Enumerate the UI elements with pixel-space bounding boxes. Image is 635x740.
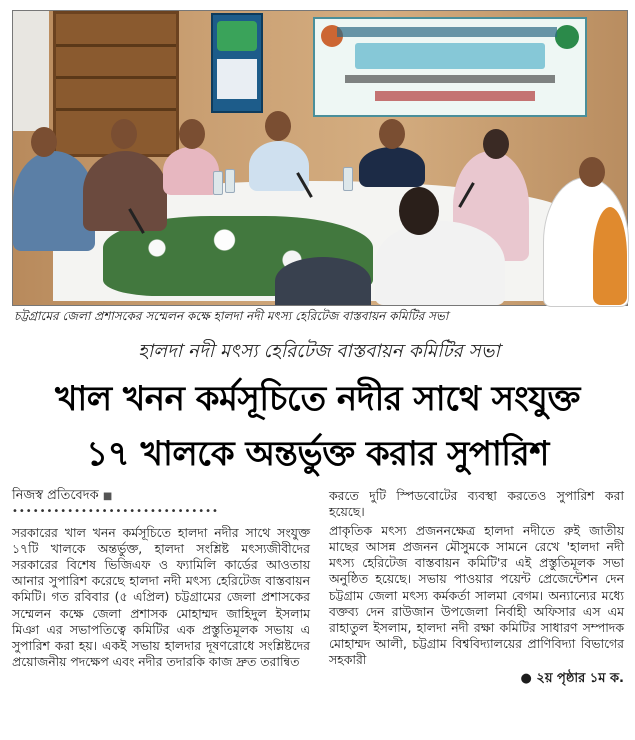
- photo-caption: চট্টগ্রামের জেলা প্রশাসকের সম্মেলন কক্ষে হালদা নদী মৎস্য হেরিটেজ বাস্তবায়ন কমিটির সভা: [14, 309, 449, 323]
- person-head: [379, 119, 405, 149]
- byline-text: নিজস্ব প্রতিবেদক: [12, 488, 99, 503]
- person: [163, 147, 219, 195]
- person-head: [265, 111, 291, 141]
- person-head: [179, 119, 205, 149]
- person-head: [483, 129, 509, 159]
- person: [249, 141, 309, 191]
- photo-banner: [313, 17, 587, 117]
- continuation-text: ২য় পৃষ্ঠার ১ম ক.: [536, 671, 624, 687]
- body-column-left: [12, 488, 310, 673]
- kicker: হালদা নদী মৎস্য হেরিটেজ বাস্তবায়ন কমিটির সভা: [138, 341, 500, 362]
- headline-line-1: খাল খনন কর্মসূচিতে নদীর সাথে সংযুক্ত: [55, 379, 580, 419]
- water-bottle: [225, 169, 235, 193]
- body-column-right: [329, 488, 624, 687]
- water-bottle: [343, 167, 353, 191]
- water-bottle: [213, 171, 223, 195]
- continuation-note: [329, 671, 624, 687]
- person-head: [579, 157, 605, 187]
- person-head: [111, 119, 137, 149]
- byline: [12, 488, 310, 505]
- square-bullet-icon: ■: [102, 491, 113, 502]
- body-paragraph: করতে দুটি স্পিডবোটের ব্যবস্থা করতেও সুপারিশ করা হয়েছে।: [329, 488, 624, 520]
- person-head: [399, 187, 439, 235]
- headline-line-2: ১৭ খালকে অন্তর্ভুক্ত করার সুপারিশ: [86, 434, 549, 474]
- person-head: [31, 127, 57, 157]
- bullet-icon: ●: [520, 671, 532, 687]
- photo-window: [13, 11, 49, 131]
- person: [375, 221, 505, 305]
- person: [275, 257, 371, 305]
- news-photo: [12, 10, 628, 306]
- body-paragraph: প্রাকৃতিক মৎস্য প্রজননক্ষেত্র হালদা নদীতে রুই জাতীয় মাছের আসন্ন প্রজনন মৌসুমকে সামনে রেখে 'হালদা নদী মৎস্য হেরিটেজ বাস্তবায়ন কমিটি'র এই প্রস্তুতিমূলক সভা অনুষ্ঠিত হয়েছে। সভায় পাওয়ার পয়েন্ট প্রেজেন্টেশন দেন চট্টগ্রাম জেলা মৎস্য কর্মকর্তা সালমা বেগম। অন্যান্যের মধ্যে বক্তব্য দেন রাউজান উপজেলা নির্বাহী অফিসার এস এম রাহাতুল ইসলাম, হালদা নদী রক্ষা কমিটির সাধারণ সম্পাদক মোহাম্মদ আলী, চট্টগ্রাম বিশ্ববিদ্যালয়ের প্রাণিবিদ্যা বিভাগের সহকারী: [329, 523, 624, 667]
- byline-divider: ••••••••••••••••••••••••••••••: [12, 506, 219, 518]
- person: [83, 151, 167, 231]
- person: [359, 147, 425, 187]
- photo-standee: [211, 13, 263, 113]
- body-paragraph: সরকারের খাল খনন কর্মসূচিতে হালদা নদীর সাথে সংযুক্ত ১৭টি খালকে অন্তর্ভুক্ত, হালদা সংশ্লিষ্ট মৎস্যজীবীদের সরকারের বিশেষ ভিজিএফ ও ফ্যামিলি কার্ডের আওতায় আনার সুপারিশ করেছে হালদা নদী মৎস্য হেরিটেজ বাস্তবায়ন কমিটি। গত রবিবার (৫ এপ্রিল) চট্টগ্রামের জেলা প্রশাসকের সম্মেলন কক্ষে জেলা প্রশাসক মোহাম্মদ জাহিদুল ইসলাম মিঞা এর সভাপতিত্বে কমিটির এক প্রস্তুতিমূলক সভায় এ সুপারিশ করা হয়। একই সভায় হালদার দূষণরোধে সংশ্লিষ্টদের প্রয়োজনীয় পদক্ষেপ এবং নদীর তদারকি কাজ দ্রুত তরান্বিত: [12, 525, 310, 669]
- person: [593, 207, 627, 305]
